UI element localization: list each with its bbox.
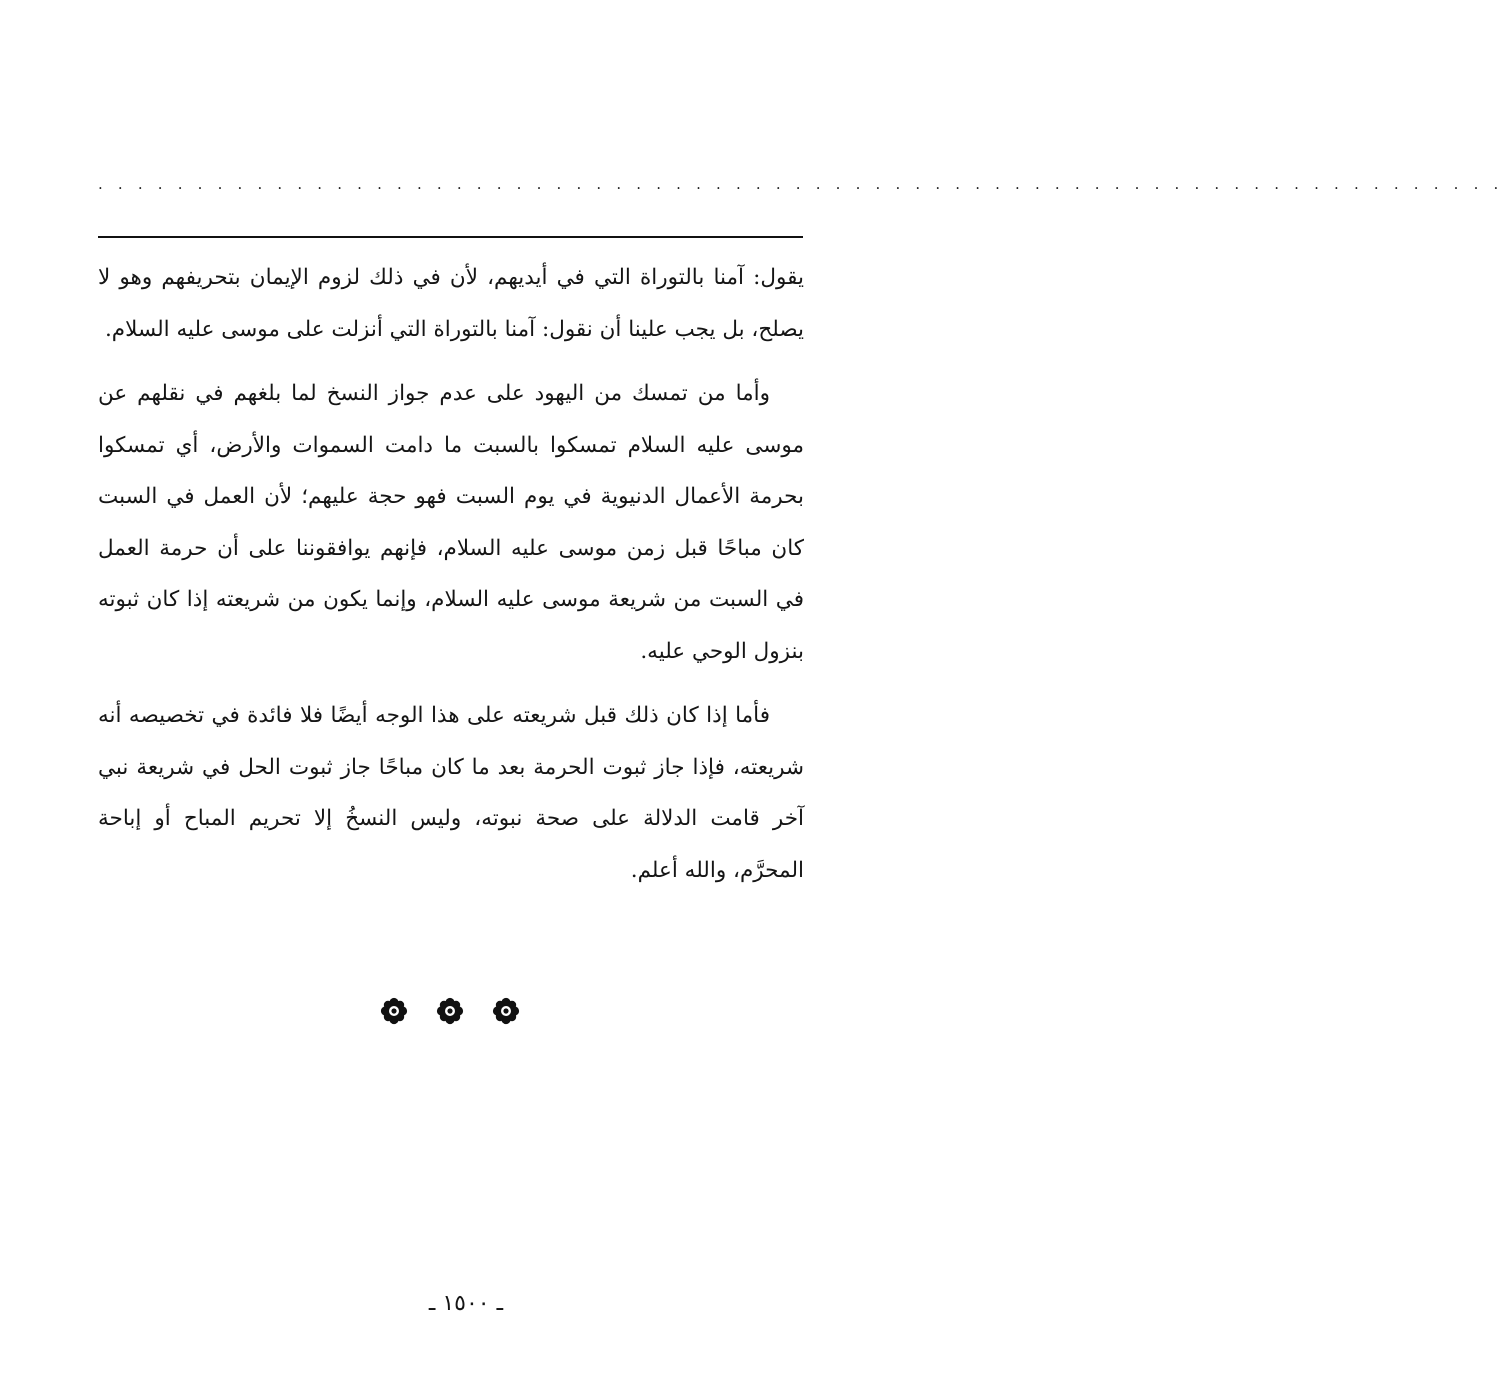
flower-ornament-icon <box>436 997 464 1025</box>
dotted-separator: . . . . . . . . . . . . . . . . . . . . . . . . . . . . . . . . . . . . . . . . . . . . . . . . . . . . . . . . . . . . . . . . . . . . . . . <box>98 175 1504 193</box>
flower-ornament-icon <box>380 997 408 1025</box>
page-body <box>98 252 804 896</box>
flower-ornament-icon <box>492 997 520 1025</box>
section-end-ornaments <box>380 994 520 1028</box>
footnote-rule <box>98 236 803 238</box>
page-number: ـ ١٥٠٠ ـ <box>428 1291 504 1316</box>
paragraph-2: وأما من تمسك من اليهود على عدم جواز النسخ لما بلغهم في نقلهم عن موسى عليه السلام تمسكوا بالسبت ما دامت السموات والأرض، أي تمسكوا بحرمة الأعمال الدنيوية في يوم السبت فهو حجة عليهم؛ لأن العمل في السبت كان مباحًا قبل زمن موسى عليه السلام، فإنهم يوافقوننا على أن حرمة العمل في السبت من شريعة موسى عليه السلام، وإنما يكون من شريعته إذا كان ثبوته بنزول الوحي عليه. <box>98 381 804 664</box>
paragraph-1: يقول: آمنا بالتوراة التي في أيديهم، لأن في ذلك لزوم الإيمان بتحريفهم وهو لا يصلح، بل يجب علينا أن نقول: آمنا بالتوراة التي أنزلت على موسى عليه السلام. <box>98 265 804 342</box>
paragraph-3: فأما إذا كان ذلك قبل شريعته على هذا الوجه أيضًا فلا فائدة في تخصيصه أنه شريعته، فإذا جاز ثبوت الحرمة بعد ما كان مباحًا جاز ثبوت الحل في شريعة نبي آخر قامت الدلالة على صحة نبوته، وليس النسخُ إلا تحريم المباح أو إباحة المحرَّم، والله أعلم. <box>98 703 804 883</box>
